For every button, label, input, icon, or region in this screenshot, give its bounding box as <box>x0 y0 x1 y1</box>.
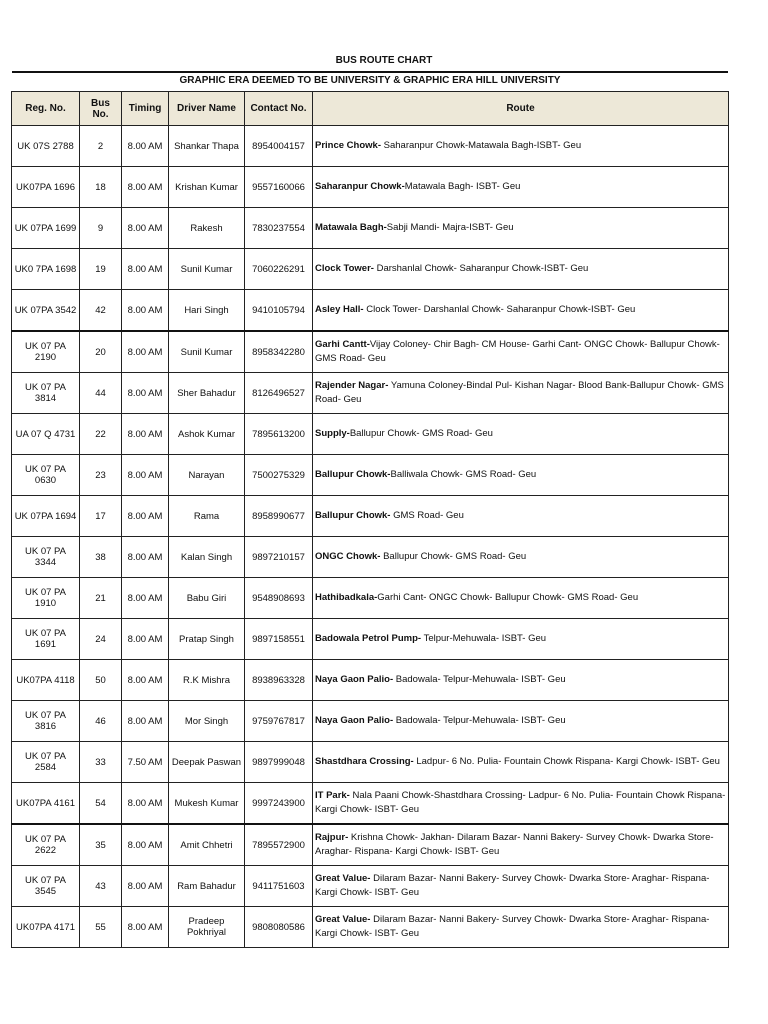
route-cell <box>313 783 729 825</box>
driver-name-cell: Deepak Paswan <box>169 742 245 783</box>
bus-no-cell: 35 <box>80 824 122 866</box>
driver-name-cell: Babu Giri <box>169 578 245 619</box>
driver-name-cell: Narayan <box>169 455 245 496</box>
table-row <box>12 167 729 208</box>
reg-no-cell: UK 07 PA 3816 <box>12 701 80 742</box>
timing-cell: 8.00 AM <box>122 701 169 742</box>
route-stops: Dilaram Bazar- Nanni Bakery- Survey Chowk- Dwarka Store- Araghar- Rispana- Kargi Chowk- ISBT- Geu <box>315 873 710 898</box>
driver-name-cell: Rama <box>169 496 245 537</box>
reg-no-cell: UK 07PA 3542 <box>12 290 80 332</box>
route-cell <box>313 290 729 332</box>
contact-no-cell: 9997243900 <box>245 783 313 825</box>
bus-no-cell: 17 <box>80 496 122 537</box>
route-stops: Vijay Coloney- Chir Bagh- CM House- Garhi Cant- ONGC Chowk- Ballupur Chowk- GMS Road- Geu <box>315 339 720 364</box>
driver-name-cell: R.K Mishra <box>169 660 245 701</box>
driver-name-cell: Pratap Singh <box>169 619 245 660</box>
bus-no-cell: 20 <box>80 331 122 373</box>
reg-no-cell: UK 07PA 1699 <box>12 208 80 249</box>
driver-name-cell: Rakesh <box>169 208 245 249</box>
reg-no-cell: UK 07S 2788 <box>12 126 80 167</box>
route-stops: Badowala- Telpur-Mehuwala- ISBT- Geu <box>393 715 566 726</box>
reg-no-cell: UK 07 PA 3814 <box>12 373 80 414</box>
route-start: IT Park- <box>315 790 350 801</box>
header-driver-name: Driver Name <box>169 92 245 126</box>
route-stops: Balliwala Chowk- GMS Road- Geu <box>390 469 537 480</box>
contact-no-cell: 8938963328 <box>245 660 313 701</box>
route-cell <box>313 126 729 167</box>
contact-no-cell: 9808080586 <box>245 907 313 948</box>
page-title: BUS ROUTE CHART <box>335 55 433 66</box>
contact-no-cell: 7895613200 <box>245 414 313 455</box>
timing-cell: 8.00 AM <box>122 660 169 701</box>
bus-no-cell: 24 <box>80 619 122 660</box>
reg-no-cell: UK07PA 1696 <box>12 167 80 208</box>
contact-no-cell: 7895572900 <box>245 824 313 866</box>
bus-no-cell: 9 <box>80 208 122 249</box>
timing-cell: 8.00 AM <box>122 866 169 907</box>
bus-no-cell: 18 <box>80 167 122 208</box>
route-stops: Krishna Chowk- Jakhan- Dilaram Bazar- Nanni Bakery- Survey Chowk- Dwarka Store- Araghar- Rispana- Kargi Chowk- ISBT- Geu <box>315 832 714 857</box>
driver-name-cell: Mukesh Kumar <box>169 783 245 825</box>
table-row <box>12 537 729 578</box>
table-row <box>12 331 729 373</box>
table-row <box>12 742 729 783</box>
route-stops: Matawala Bagh- ISBT- Geu <box>404 181 521 192</box>
route-stops: Darshanlal Chowk- Saharanpur Chowk-ISBT- Geu <box>373 263 589 274</box>
table-row <box>12 866 729 907</box>
route-start: Naya Gaon Palio- <box>315 715 394 726</box>
table-row <box>12 290 729 332</box>
timing-cell: 8.00 AM <box>122 578 169 619</box>
table-row <box>12 578 729 619</box>
bus-no-cell: 2 <box>80 126 122 167</box>
driver-name-cell: Mor Singh <box>169 701 245 742</box>
bus-no-cell: 50 <box>80 660 122 701</box>
bus-no-cell: 54 <box>80 783 122 825</box>
route-start: Asley Hall- <box>315 304 364 315</box>
bus-no-cell: 23 <box>80 455 122 496</box>
timing-cell: 8.00 AM <box>122 126 169 167</box>
timing-cell: 8.00 AM <box>122 249 169 290</box>
route-start: Ballupur Chowk- <box>315 469 391 480</box>
contact-no-cell: 8126496527 <box>245 373 313 414</box>
timing-cell: 8.00 AM <box>122 824 169 866</box>
bus-no-cell: 55 <box>80 907 122 948</box>
route-start: Matawala Bagh- <box>315 222 387 233</box>
header-timing: Timing <box>122 92 169 126</box>
route-cell <box>313 373 729 414</box>
header-reg-no: Reg. No. <box>12 92 80 126</box>
reg-no-cell: UK 07 PA 3344 <box>12 537 80 578</box>
route-cell <box>313 578 729 619</box>
contact-no-cell: 9897999048 <box>245 742 313 783</box>
bus-no-cell: 21 <box>80 578 122 619</box>
route-cell <box>313 496 729 537</box>
contact-no-cell: 9410105794 <box>245 290 313 332</box>
route-stops: Garhi Cant- ONGC Chowk- Ballupur Chowk- GMS Road- Geu <box>377 592 639 603</box>
route-cell <box>313 455 729 496</box>
route-start: Shastdhara Crossing- <box>315 756 414 767</box>
timing-cell: 8.00 AM <box>122 619 169 660</box>
table-row <box>12 126 729 167</box>
table-row <box>12 373 729 414</box>
contact-no-cell: 8954004157 <box>245 126 313 167</box>
driver-name-cell: Kalan Singh <box>169 537 245 578</box>
timing-cell: 8.00 AM <box>122 208 169 249</box>
route-cell <box>313 537 729 578</box>
timing-cell: 8.00 AM <box>122 414 169 455</box>
contact-no-cell: 9548908693 <box>245 578 313 619</box>
contact-no-cell: 9557160066 <box>245 167 313 208</box>
reg-no-cell: UK 07 PA 2622 <box>12 824 80 866</box>
header-route: Route <box>313 92 729 126</box>
timing-cell: 8.00 AM <box>122 290 169 332</box>
bus-no-cell: 19 <box>80 249 122 290</box>
driver-name-cell: Sunil Kumar <box>169 331 245 373</box>
driver-name-cell: Shankar Thapa <box>169 126 245 167</box>
timing-cell: 7.50 AM <box>122 742 169 783</box>
route-start: Rajpur- <box>315 832 349 843</box>
contact-no-cell: 7500275329 <box>245 455 313 496</box>
driver-name-cell: Hari Singh <box>169 290 245 332</box>
route-stops: Ballupur Chowk- GMS Road- Geu <box>349 428 493 439</box>
reg-no-cell: UK 07 PA 0630 <box>12 455 80 496</box>
timing-cell: 8.00 AM <box>122 496 169 537</box>
route-start: Badowala Petrol Pump- <box>315 633 422 644</box>
bus-no-cell: 38 <box>80 537 122 578</box>
route-cell <box>313 742 729 783</box>
route-stops: Nala Paani Chowk-Shastdhara Crossing- Ladpur- 6 No. Pulia- Fountain Chowk Rispana- Kargi Chowk- ISBT- Geu <box>315 790 726 815</box>
table-row <box>12 783 729 825</box>
route-stops: Ballupur Chowk- GMS Road- Geu <box>380 551 527 562</box>
reg-no-cell: UK07PA 4161 <box>12 783 80 825</box>
route-start: Saharanpur Chowk- <box>315 181 405 192</box>
route-cell <box>313 701 729 742</box>
contact-no-cell: 9897210157 <box>245 537 313 578</box>
table-row <box>12 619 729 660</box>
route-stops: Yamuna Coloney-Bindal Pul- Kishan Nagar- Blood Bank-Ballupur Chowk- GMS Road- Geu <box>315 380 724 405</box>
bus-no-cell: 33 <box>80 742 122 783</box>
route-cell <box>313 167 729 208</box>
reg-no-cell: UK 07 PA 1910 <box>12 578 80 619</box>
timing-cell: 8.00 AM <box>122 537 169 578</box>
route-start: Prince Chowk- <box>315 140 381 151</box>
route-start: Ballupur Chowk- <box>315 510 391 521</box>
contact-no-cell: 9759767817 <box>245 701 313 742</box>
timing-cell: 8.00 AM <box>122 373 169 414</box>
route-cell <box>313 208 729 249</box>
reg-no-cell: UK 07 PA 1691 <box>12 619 80 660</box>
route-start: Great Value- <box>315 873 371 884</box>
route-cell <box>313 660 729 701</box>
reg-no-cell: UK07PA 4171 <box>12 907 80 948</box>
table-row <box>12 496 729 537</box>
route-start: Rajender Nagar- <box>315 380 389 391</box>
route-start: Clock Tower- <box>315 263 374 274</box>
route-cell <box>313 866 729 907</box>
driver-name-cell: Ram Bahadur <box>169 866 245 907</box>
route-stops: Saharanpur Chowk-Matawala Bagh-ISBT- Geu <box>381 140 582 151</box>
route-start: Supply- <box>315 428 350 439</box>
contact-no-cell: 9897158551 <box>245 619 313 660</box>
page-subtitle: GRAPHIC ERA DEEMED TO BE UNIVERSITY & GRAPHIC ERA HILL UNIVERSITY <box>12 71 728 86</box>
route-start: Garhi Cantt- <box>315 339 370 350</box>
route-cell <box>313 907 729 948</box>
header-row <box>12 92 729 126</box>
route-cell <box>313 249 729 290</box>
route-start: Hathibadkala- <box>315 592 378 603</box>
route-stops: Sabji Mandi- Majra-ISBT- Geu <box>386 222 514 233</box>
timing-cell: 8.00 AM <box>122 907 169 948</box>
contact-no-cell: 7060226291 <box>245 249 313 290</box>
reg-no-cell: UK 07 PA 3545 <box>12 866 80 907</box>
route-stops: Telpur-Mehuwala- ISBT- Geu <box>421 633 547 644</box>
route-cell <box>313 414 729 455</box>
reg-no-cell: UK07PA 4118 <box>12 660 80 701</box>
driver-name-cell: Sunil Kumar <box>169 249 245 290</box>
route-start: Great Value- <box>315 914 371 925</box>
contact-no-cell: 9411751603 <box>245 866 313 907</box>
timing-cell: 8.00 AM <box>122 783 169 825</box>
route-cell <box>313 619 729 660</box>
route-start: ONGC Chowk- <box>315 551 381 562</box>
contact-no-cell: 8958342280 <box>245 331 313 373</box>
route-stops: GMS Road- Geu <box>390 510 464 521</box>
table-row <box>12 824 729 866</box>
route-cell <box>313 331 729 373</box>
route-start: Naya Gaon Palio- <box>315 674 394 685</box>
table-row <box>12 907 729 948</box>
table-row <box>12 660 729 701</box>
driver-name-cell: Pradeep Pokhriyal <box>169 907 245 948</box>
driver-name-cell: Ashok Kumar <box>169 414 245 455</box>
header-contact-no: Contact No. <box>245 92 313 126</box>
driver-name-cell: Krishan Kumar <box>169 167 245 208</box>
bus-no-cell: 43 <box>80 866 122 907</box>
contact-no-cell: 8958990677 <box>245 496 313 537</box>
route-stops: Badowala- Telpur-Mehuwala- ISBT- Geu <box>393 674 566 685</box>
driver-name-cell: Sher Bahadur <box>169 373 245 414</box>
table-row <box>12 414 729 455</box>
timing-cell: 8.00 AM <box>122 331 169 373</box>
timing-cell: 8.00 AM <box>122 455 169 496</box>
route-stops: Ladpur- 6 No. Pulia- Fountain Chowk Rispana- Kargi Chowk- ISBT- Geu <box>413 756 720 767</box>
route-stops: Clock Tower- Darshanlal Chowk- Saharanpur Chowk-ISBT- Geu <box>363 304 636 315</box>
route-cell <box>313 824 729 866</box>
table-row <box>12 701 729 742</box>
bus-no-cell: 42 <box>80 290 122 332</box>
reg-no-cell: UA 07 Q 4731 <box>12 414 80 455</box>
route-stops: Dilaram Bazar- Nanni Bakery- Survey Chowk- Dwarka Store- Araghar- Rispana- Kargi Chowk- ISBT- Geu <box>315 914 710 939</box>
driver-name-cell: Amit Chhetri <box>169 824 245 866</box>
reg-no-cell: UK0 7PA 1698 <box>12 249 80 290</box>
table-row <box>12 249 729 290</box>
bus-no-cell: 44 <box>80 373 122 414</box>
contact-no-cell: 7830237554 <box>245 208 313 249</box>
header-bus-no: Bus No. <box>80 92 122 126</box>
table-row <box>12 208 729 249</box>
reg-no-cell: UK 07 PA 2190 <box>12 331 80 373</box>
reg-no-cell: UK 07 PA 2584 <box>12 742 80 783</box>
bus-route-table <box>11 91 729 948</box>
table-row <box>12 455 729 496</box>
reg-no-cell: UK 07PA 1694 <box>12 496 80 537</box>
bus-no-cell: 46 <box>80 701 122 742</box>
timing-cell: 8.00 AM <box>122 167 169 208</box>
bus-no-cell: 22 <box>80 414 122 455</box>
